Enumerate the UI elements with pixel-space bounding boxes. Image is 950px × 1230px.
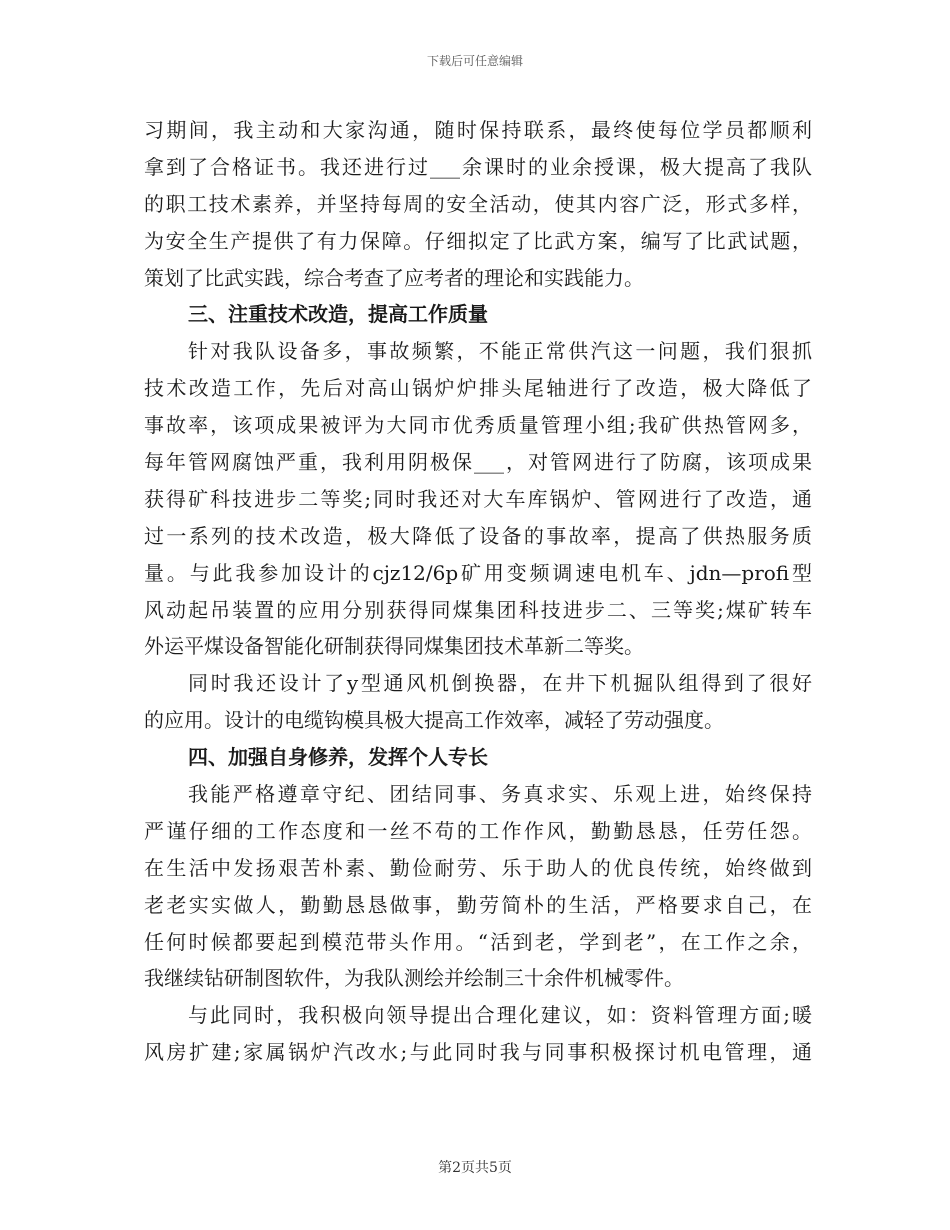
text-line: 每年管网腐蚀严重，我利用阴极保___，对管网进行了防腐，该项成果 [144, 450, 812, 475]
text-line: 与此同时，我积极向领导提出合理化建议，如：资料管理方面;暖 [188, 1003, 812, 1028]
text-line: 在生活中发扬艰苦朴素、勤俭耐劳、乐于助人的优良传统，始终做到 [144, 855, 812, 880]
text-line: 为安全生产提供了有力保障。仔细拟定了比武方案，编写了比武试题， [144, 228, 812, 253]
text-line: 过一系列的技术改造，极大降低了设备的事故率，提高了供热服务质 [144, 523, 812, 548]
page-number: 第2页共5页 [438, 1160, 512, 1176]
document-body [144, 112, 812, 1071]
section-heading: 三、注重技术改造，提高工作质量 [188, 302, 488, 327]
text-line: 风动起吊装置的应用分别获得同煤集团科技进步二、三等奖;煤矿转车 [144, 597, 812, 622]
text-line: 拿到了合格证书。我还进行过___余课时的业余授课，极大提高了我队 [144, 154, 812, 179]
text-line: 习期间，我主动和大家沟通，随时保持联系，最终使每位学员都顺利 [144, 118, 812, 142]
text-line: 的应用。设计的电缆钩模具极大提高工作效率，减轻了劳动强度。 [144, 708, 724, 733]
text-line: 技术改造工作，先后对高山锅炉炉排头尾轴进行了改造，极大降低了 [144, 376, 812, 401]
text-line: 任何时候都要起到模范带头作用。“活到老，学到老”，在工作之余， [144, 929, 812, 954]
text-line: 的职工技术素养，并坚持每周的安全活动，使其内容广泛，形式多样， [144, 191, 812, 216]
text-line: 事故率，该项成果被评为大同市优秀质量管理小组;我矿供热管网多， [144, 413, 812, 438]
section-heading: 四、加强自身修养，发挥个人专长 [188, 745, 488, 770]
text-line: 我能严格遵章守纪、团结同事、务真求实、乐观上进，始终保持 [188, 782, 812, 807]
text-line: 针对我队设备多，事故频繁，不能正常供汽这一问题，我们狠抓 [188, 339, 812, 364]
text-line: 风房扩建;家属锅炉汽改水;与此同时我与同事积极探讨机电管理，通 [144, 1040, 812, 1065]
page-header: 下载后可任意编辑 [426, 54, 523, 68]
text-line: 严谨仔细的工作态度和一丝不苟的工作作风，勤勤恳恳，任劳任怨。 [144, 818, 812, 843]
text-line: 策划了比武实践，综合考查了应考者的理论和实践能力。 [144, 265, 644, 290]
text-line: 外运平煤设备智能化研制获得同煤集团技术革新二等奖。 [144, 634, 644, 659]
text-line: 我继续钻研制图软件，为我队测绘并绘制三十余件机械零件。 [144, 966, 684, 991]
text-line: 同时我还设计了y型通风机倒换器，在井下机掘队组得到了很好 [188, 671, 812, 696]
text-line: 量。与此我参加设计的cjz12/6p矿用变频调速电机车、jdn—profi型 [144, 560, 812, 585]
text-line: 获得矿科技进步二等奖;同时我还对大车库锅炉、管网进行了改造，通 [144, 486, 812, 511]
text-line: 老老实实做人，勤勤恳恳做事，勤劳简朴的生活，严格要求自己，在 [144, 892, 812, 917]
